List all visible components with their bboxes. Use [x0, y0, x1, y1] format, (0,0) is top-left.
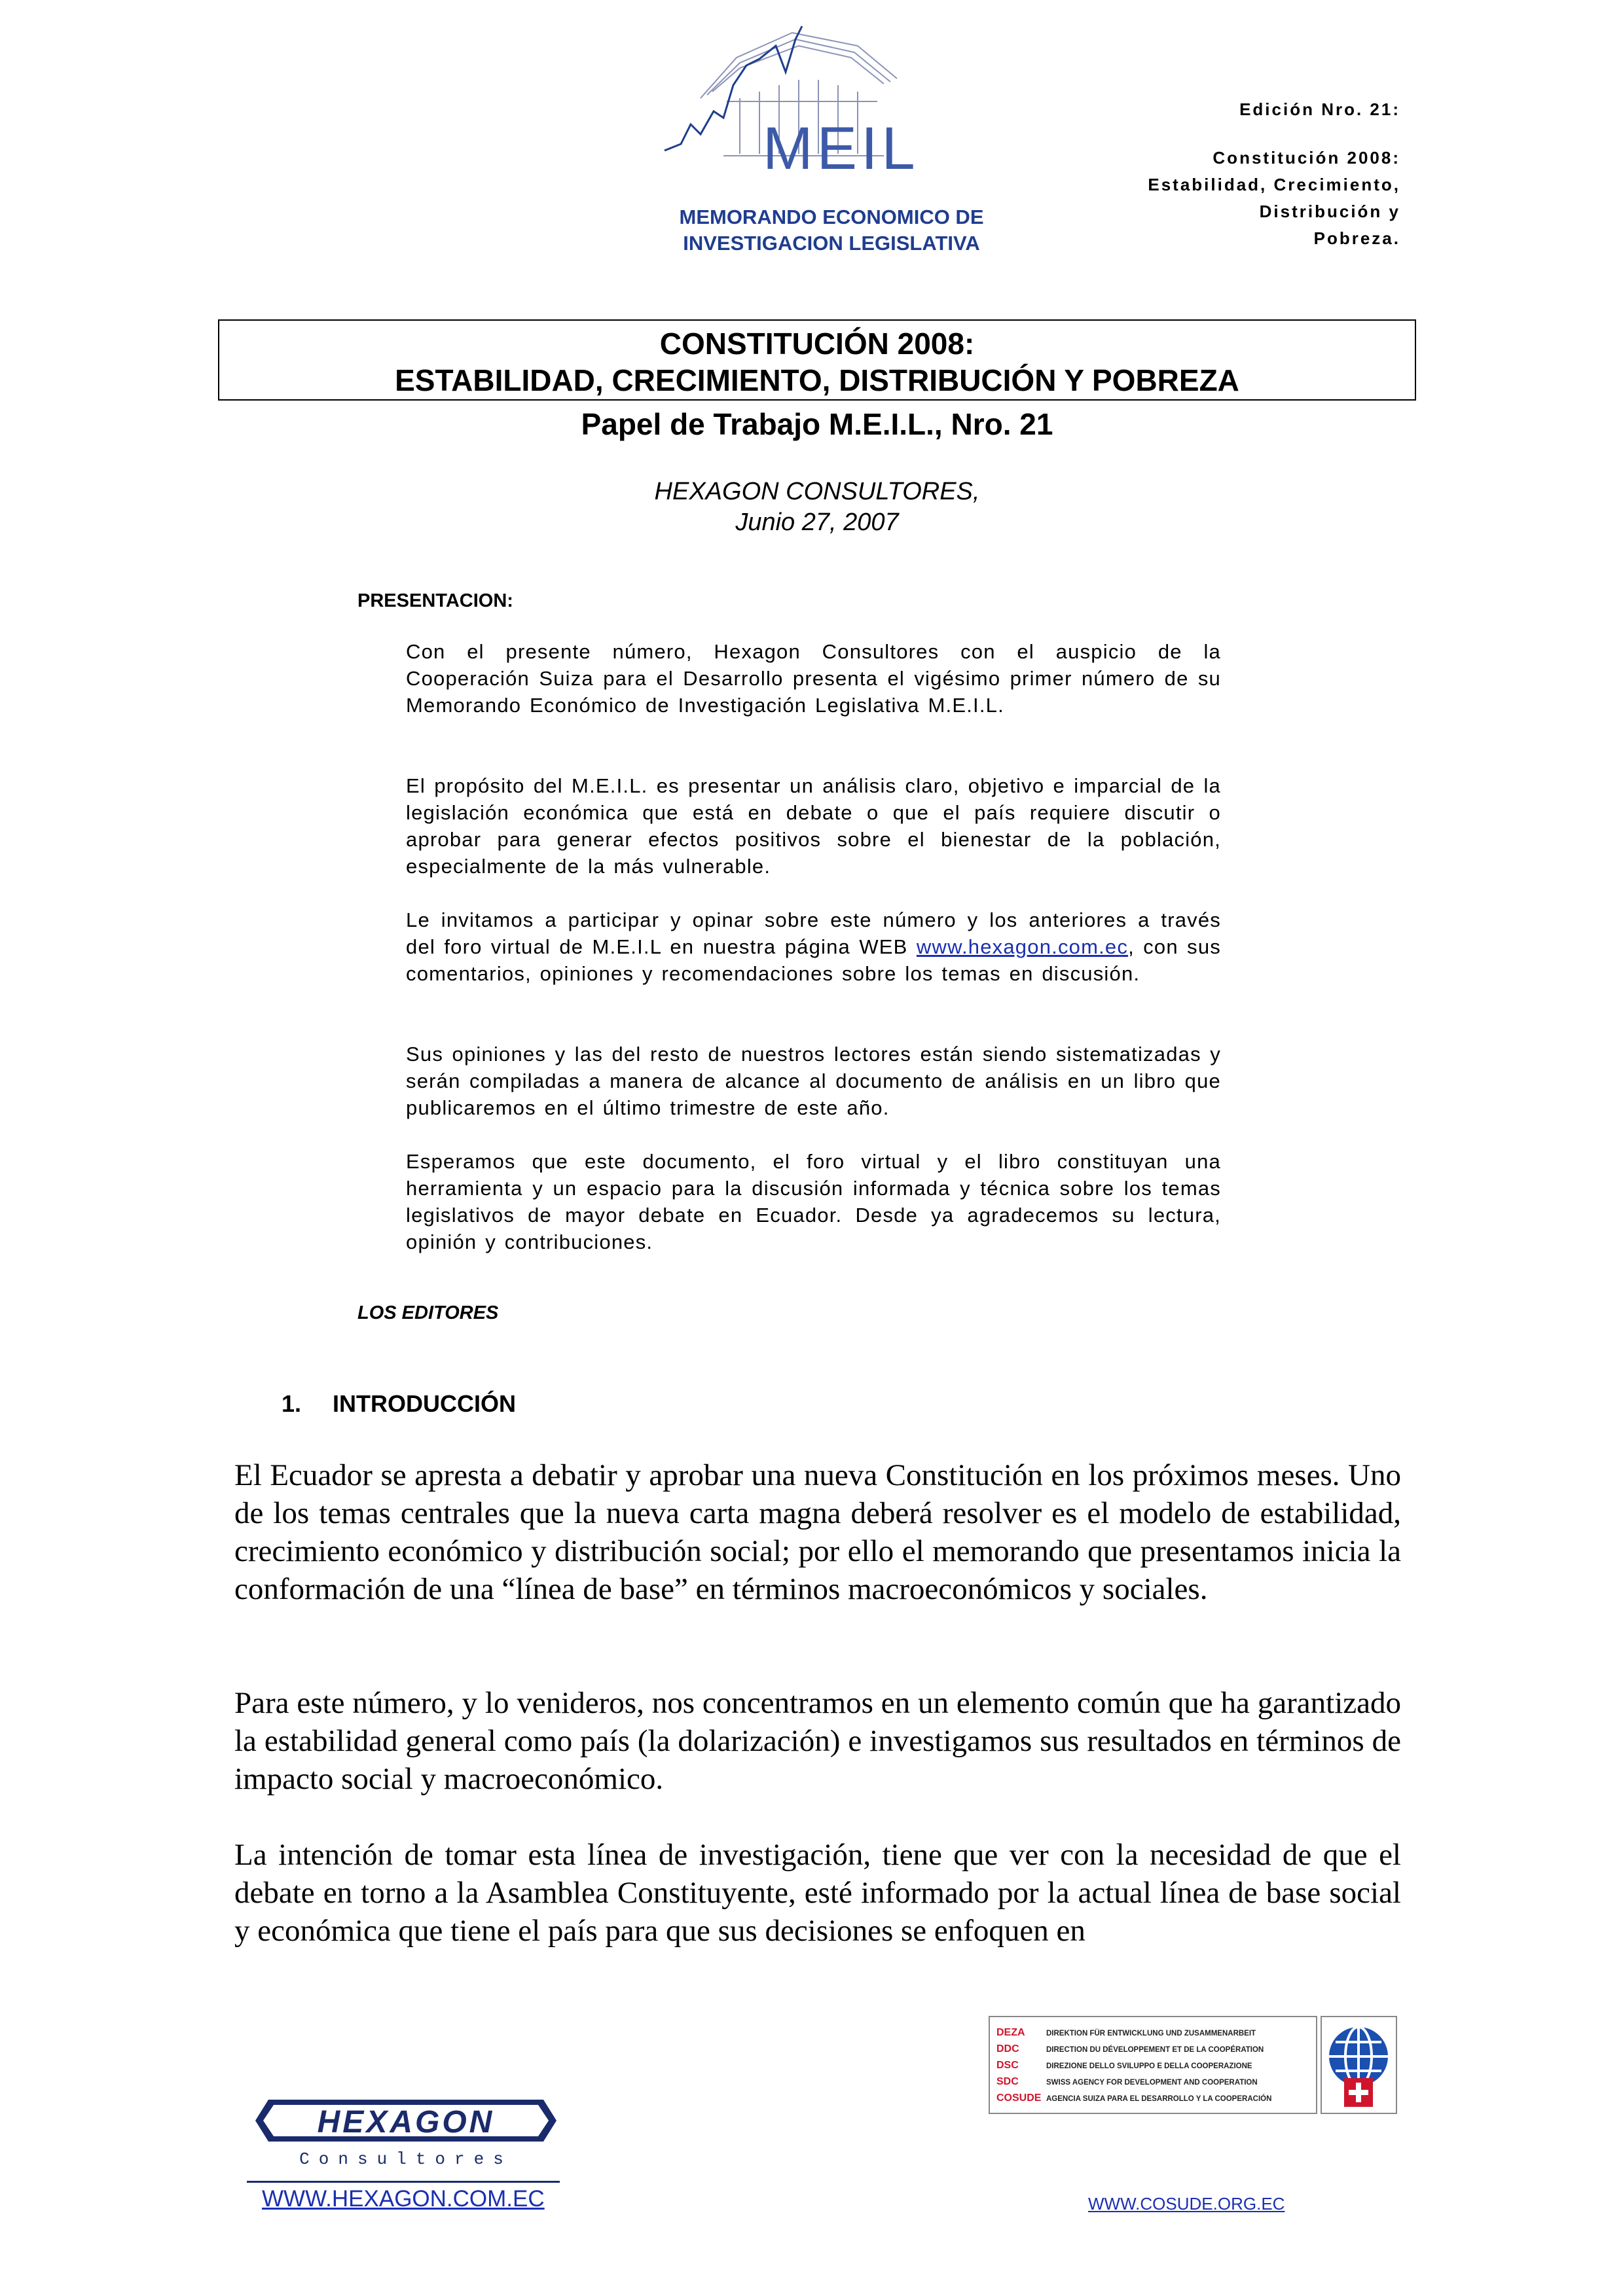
cosude-footer-link[interactable]: WWW.COSUDE.ORG.EC: [1088, 2194, 1285, 2214]
title-line-2: ESTABILIDAD, CRECIMIENTO, DISTRIBUCIÓN Y POBREZA: [395, 363, 1239, 397]
date: Junio 27, 2007: [735, 509, 899, 536]
cosude-line-4: SWISS AGENCY FOR DEVELOPMENT AND COOPERATION: [1046, 2079, 1258, 2087]
cosude-code-sdc: SDC: [996, 2076, 1019, 2087]
intro-paragraph-1: El Ecuador se apresta a debatir y aprobar una nueva Constitución en los próximos meses. Uno de los temas centrales que la nueva carta magna deberá resolver es el modelo de estabilidad, crecimiento económico y distribución social; por ello el memorando que presentamos inicia la conformación de una “línea de base” en términos macroeconómicos y sociales.: [234, 1458, 1401, 1606]
meil-logo: [661, 20, 969, 183]
editores-signature: LOS EDITORES: [357, 1302, 499, 1323]
title-line-1: CONSTITUCIÓN 2008:: [659, 327, 975, 361]
footer-rule: [247, 2181, 560, 2183]
globe-icon: [1329, 2027, 1388, 2086]
cosude-code-ddc: DDC: [996, 2043, 1019, 2054]
logo-subtitle-line2: INVESTIGACION LEGISLATIVA: [683, 232, 980, 255]
presentacion-paragraph-2: El propósito del M.E.I.L. es presentar un análisis claro, objetivo e imparcial de la legislación económica que está en debate o que el país requiere discutir o aprobar para generar efectos positivos sobre el bienestar de la población, especialmente de la más vulnerable.: [406, 774, 1221, 878]
meil-logo-word: MEIL: [763, 115, 919, 182]
intro-paragraph-2: Para este número, y lo venideros, nos concentramos en un elemento común que ha garantizado la estabilidad general como país (la dolarización) e investigamos sus resultados en términos de impacto social y macroeconómico.: [234, 1686, 1401, 1796]
cosude-code-dsc: DSC: [996, 2060, 1019, 2071]
cosude-line-2: DIRECTION DU DÉVELOPPEMENT ET DE LA COOPÉRATION: [1046, 2046, 1264, 2054]
edition-number: Edición Nro. 21:: [1239, 99, 1400, 119]
edition-topic-4: Pobreza.: [1313, 228, 1400, 248]
presentacion-paragraph-4: Sus opiniones y las del resto de nuestros lectores están siendo sistematizadas y serán compiladas a manera de alcance al documento de análisis en un libro que publicaremos en el último trimestre de este año.: [406, 1043, 1221, 1119]
hexagon-logo: [249, 2094, 563, 2179]
invite-text-after: , con sus comentarios, opiniones y recomendaciones sobre los temas en discusión.: [406, 935, 1221, 985]
intro-paragraph-3: La intención de tomar esta línea de investigación, tiene que ver con la necesidad de que el debate en torno a la Asamblea Constituyente, esté informado por la actual línea de base social y económica que tiene el país para que sus decisiones se enfoquen en: [234, 1838, 1401, 1948]
edition-topic-3: Distribución y: [1259, 202, 1400, 221]
hexagon-logo-sub: Consultores: [299, 2149, 513, 2169]
logo-subtitle-line1: MEMORANDO ECONOMICO DE: [679, 206, 984, 228]
intro-number: 1.: [282, 1390, 302, 1417]
intro-heading: [282, 1390, 516, 1418]
edition-topic-1: Constitución 2008:: [1213, 148, 1400, 168]
paper-subtitle: Papel de Trabajo M.E.I.L., Nro. 21: [581, 407, 1053, 441]
swiss-flag-icon: [1344, 2078, 1373, 2107]
cosude-code-deza: DEZA: [996, 2027, 1025, 2038]
cosude-logo: [989, 2016, 1398, 2114]
cosude-line-5: AGENCIA SUIZA PARA EL DESARROLLO Y LA COOPERACIÓN: [1046, 2095, 1272, 2103]
cosude-code-cosude: COSUDE: [996, 2092, 1042, 2104]
hexagon-website-link[interactable]: www.hexagon.com.ec: [916, 935, 1129, 958]
hexagon-footer-link[interactable]: WWW.HEXAGON.COM.EC: [262, 2186, 545, 2212]
presentacion-paragraph-1: Con el presente número, Hexagon Consultores con el auspicio de la Cooperación Suiza para el Desarrollo presenta el vigésimo primer número de su Memorando Económico de Investigación Legislativa M.E.I.L.: [406, 640, 1221, 717]
edition-topic-2: Estabilidad, Crecimiento,: [1148, 175, 1400, 194]
author: HEXAGON CONSULTORES,: [654, 478, 980, 505]
hexagon-logo-word: HEXAGON: [317, 2105, 495, 2140]
cosude-line-3: DIREZIONE DELLO SVILUPPO E DELLA COOPERAZIONE: [1046, 2062, 1252, 2070]
presentacion-label: PRESENTACION:: [357, 590, 513, 611]
presentacion-paragraph-3: [406, 906, 1221, 987]
intro-title: INTRODUCCIÓN: [333, 1390, 516, 1417]
invite-text-before: Le invitamos a participar y opinar sobre este número y los anteriores a través del foro virtual de M.E.I.L en nuestra página WEB: [406, 908, 1221, 958]
presentacion-paragraph-5: Esperamos que este documento, el foro virtual y el libro constituyan una herramienta y un espacio para la discusión informada y técnica sobre los temas legislativos de mayor debate en Ecuador. Desde ya agradecemos su lectura, opinión y contribuciones.: [406, 1150, 1221, 1253]
cosude-line-1: DIREKTION FÜR ENTWICKLUNG UND ZUSAMMENARBEIT: [1046, 2030, 1256, 2037]
